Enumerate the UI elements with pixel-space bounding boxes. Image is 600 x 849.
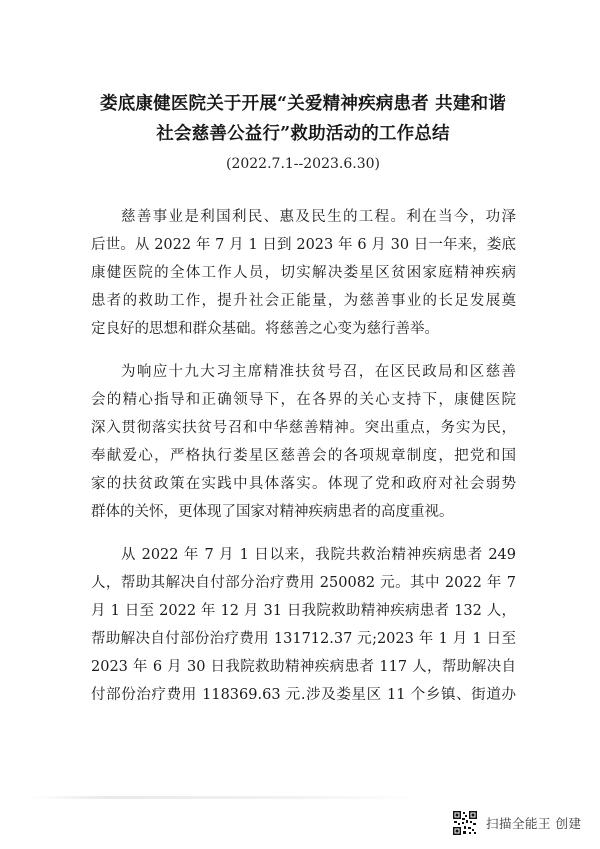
paragraph-line: 慈善事业是利国利民、惠及民生的工程。利在当今，功泽 bbox=[121, 209, 516, 225]
paragraph-line: 康健医院的全体工作人员，切实解决娄星区贫困家庭精神疾病 bbox=[91, 265, 516, 281]
paragraph-line: 月 1 日至 2022 年 12 月 31 日我院救助精神疾病患者 132 人， bbox=[91, 603, 516, 619]
scanner-label: 扫描全能王 创建 bbox=[486, 816, 582, 831]
paragraph-3 bbox=[91, 541, 516, 709]
paragraph-line: 帮助解决自付部份治疗费用 131712.37 元;2023 年 1 月 1 日至 bbox=[91, 631, 516, 647]
paragraph-line: 会的精心指导和正确领导下，在各界的关心支持下，康健医院 bbox=[91, 392, 516, 408]
paragraph-line: 付部份治疗费用 118369.63 元.涉及娄星区 11 个乡镇、街道办 bbox=[91, 687, 516, 703]
paragraph-line: 人，帮助其解决自付部分治疗费用 250082 元。其中 2022 年 7 bbox=[91, 575, 516, 591]
paragraph-line: 后世。从 2022 年 7 月 1 日到 2023 年 6 月 30 日一年来，娄底 bbox=[91, 237, 516, 253]
scan-smudge bbox=[30, 796, 420, 799]
paragraph-line: 家的扶贫政策在实践中具体落实。体现了党和政府对社会弱势 bbox=[91, 476, 516, 492]
document-title-line-1: 娄底康健医院关于开展“关爱精神疾病患者 共建和谐 bbox=[100, 94, 506, 114]
paragraph-line: 从 2022 年 7 月 1 日以来，我院共救治精神疾病患者 249 bbox=[121, 547, 516, 563]
qr-code-icon bbox=[452, 810, 478, 836]
paragraph-line: 奉献爱心，严格执行娄星区慈善会的各项规章制度，把党和国 bbox=[91, 448, 516, 464]
paragraph-line: 群体的关怀，更体现了国家对精神疾病患者的高度重视。 bbox=[91, 504, 454, 520]
date-range: (2022.7.1--2023.6.30) bbox=[226, 156, 380, 172]
paragraph-line: 患者的救助工作，提升社会正能量，为慈善事业的长足发展奠 bbox=[91, 293, 516, 309]
paragraph-line: 深入贯彻落实扶贫号召和中华慈善精神。突出重点，务实为民， bbox=[91, 420, 516, 436]
paragraph-line: 为响应十九大习主席精准扶贫号召，在区民政局和区慈善 bbox=[121, 364, 516, 380]
scanner-watermark bbox=[452, 808, 581, 838]
paragraph-line: 2023 年 6 月 30 日我院救助精神疾病患者 117 人，帮助解决自 bbox=[91, 659, 516, 675]
paragraph-line: 定良好的思想和群众基础。将慈善之心变为慈行善举。 bbox=[91, 321, 439, 337]
paragraph-2 bbox=[91, 358, 516, 526]
paragraph-1 bbox=[91, 203, 516, 343]
document-title-line-2: 社会慈善公益行”救助活动的工作总结 bbox=[156, 124, 450, 144]
